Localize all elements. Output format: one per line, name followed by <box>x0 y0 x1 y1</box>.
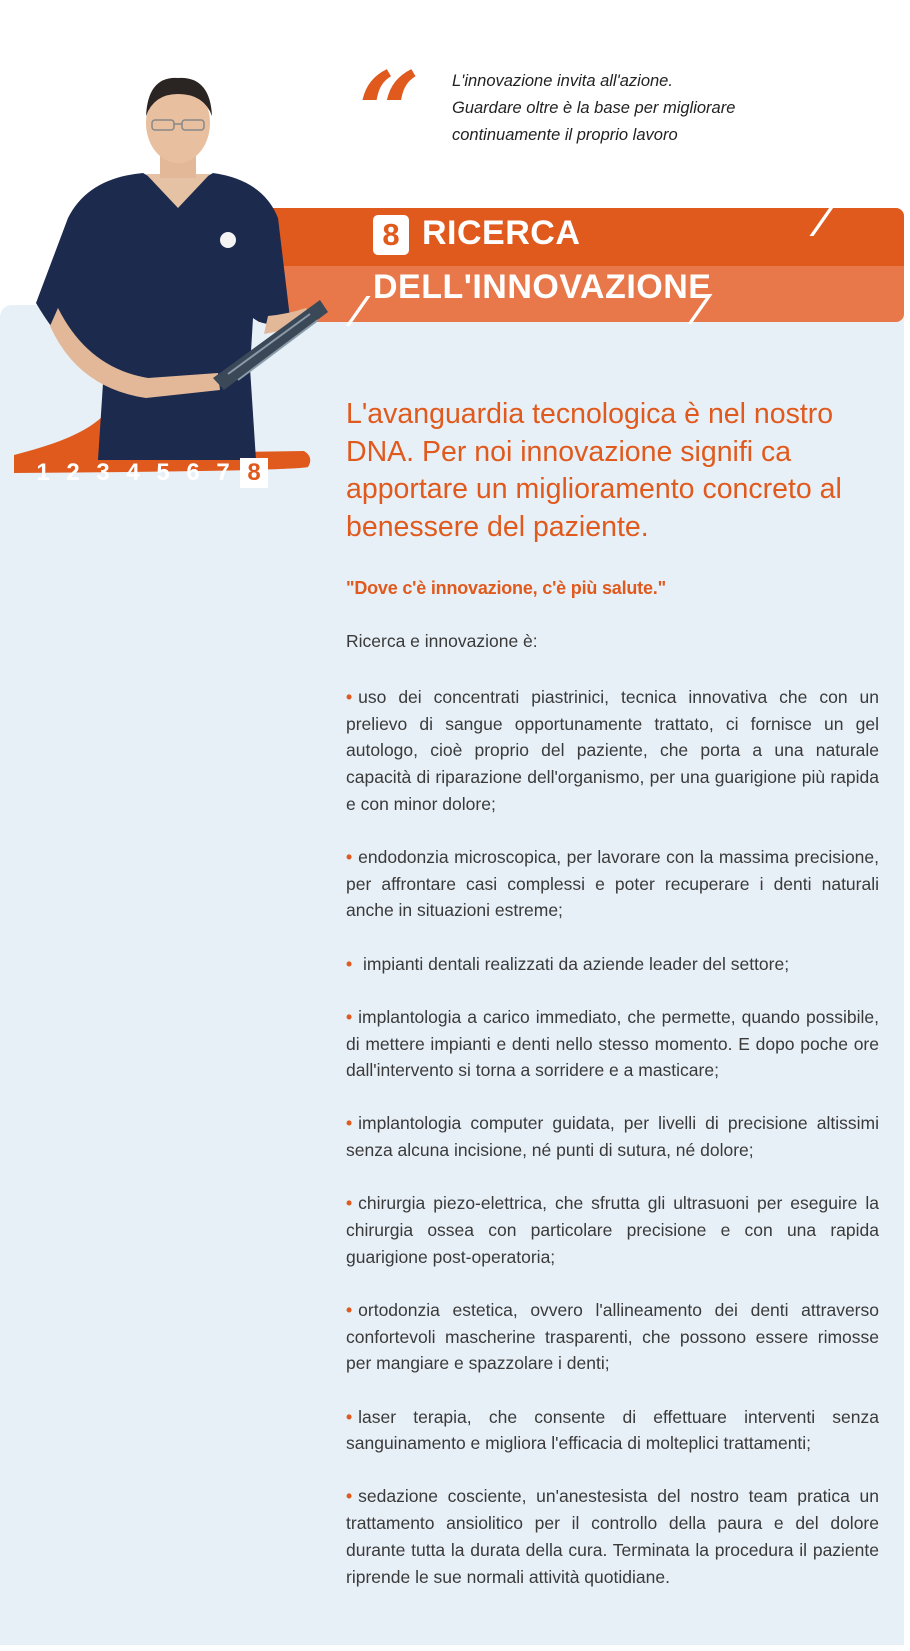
quote-line: L'innovazione invita all'azione. <box>452 72 673 90</box>
step-link-6[interactable]: 6 <box>186 459 200 486</box>
bullet-icon: • <box>346 1193 353 1214</box>
section-title-line2: DELL'INNOVAZIONE <box>373 268 712 306</box>
bullet-icon: • <box>346 1006 353 1027</box>
bullet-icon: • <box>346 953 353 974</box>
quote-line: continuamente il proprio lavoro <box>452 126 678 144</box>
step-link-1[interactable]: 1 <box>36 459 50 486</box>
list-item: • ortodonzia estetica, ovvero l'allineamento dei denti attraverso confortevoli mascherine trasparenti, che possono essere rimosse per mangiare e spazzolare i denti; <box>346 1299 879 1374</box>
list-item: • chirurgia piezo-elettrica, che sfrutta gli ultrasuoni per eseguire la chirurgia ossea con particolare precisione e con una rapida guarigione post-operatoria; <box>346 1193 879 1267</box>
motto: "Dove c'è innovazione, c'è più salute." <box>346 578 666 598</box>
bullet-icon: • <box>346 1406 353 1427</box>
list-item: • laser terapia, che consente di effettuare interventi senza sanguinamento e migliora l'efficacia di molteplici trattamenti; <box>346 1406 879 1454</box>
intro-paragraph: L'avanguardia tecnologica è nel nostro DNA. Per noi innovazione signifi ca apportare un miglioramento concreto al benessere del paziente. <box>346 398 842 543</box>
title-banner-top <box>258 208 904 266</box>
list-lead: Ricerca e innovazione è: <box>346 631 538 651</box>
doctor-illustration <box>28 68 348 460</box>
step-navigation <box>28 458 268 488</box>
list-item: • uso dei concentrati piastrinici, tecnica innovativa che con un prelievo di sangue opportunamente trattato, ci fornisce un gel autologo, cioè proprio del paziente, che porta a una naturale capacità di riparazione dell'organismo, per una guarigione più rapida e con minor dolore; <box>346 687 879 814</box>
step-link-8-active[interactable]: 8 <box>240 458 268 488</box>
step-link-3[interactable]: 3 <box>96 459 110 486</box>
quote-mark-icon: “ <box>358 49 421 175</box>
step-link-5[interactable]: 5 <box>156 459 170 486</box>
step-link-2[interactable]: 2 <box>66 459 80 486</box>
list-item: • sedazione cosciente, un'anestesista del nostro team pratica un trattamento ansiolitico per il controllo della paura e del dolore durante tutta la durata della cura. Terminata la procedura il paziente riprende le sue normali attività quotidiane. <box>346 1486 879 1587</box>
list-item: • endodonzia microscopica, per lavorare con la massima precisione, per affrontare casi complessi e poter recuperare i denti naturali anche in situazioni estreme; <box>346 847 879 921</box>
section-number-badge: 8 <box>373 215 409 255</box>
quote-text <box>452 68 782 149</box>
bullet-icon: • <box>346 1486 353 1507</box>
bullet-icon: • <box>346 1299 353 1320</box>
innovation-list <box>346 684 879 1617</box>
list-item: • implantologia computer guidata, per livelli di precisione altissimi senza alcuna incisione, né punti di sutura, né dolore; <box>346 1113 879 1161</box>
bullet-icon: • <box>346 687 353 707</box>
step-link-7[interactable]: 7 <box>216 459 230 486</box>
list-item: • implantologia a carico immediato, che permette, quando possibile, di mettere impianti e denti nello stesso momento. E dopo poche ore dall'intervento si torna a sorridere e a masticare; <box>346 1006 879 1081</box>
bullet-icon: • <box>346 847 353 868</box>
section-title-line1: RICERCA <box>422 214 581 252</box>
bullet-icon: • <box>346 1113 353 1134</box>
quote-line: Guardare oltre è la base per migliorare <box>452 99 736 117</box>
step-link-4[interactable]: 4 <box>126 459 140 486</box>
list-item: • impianti dentali realizzati da aziende leader del settore; <box>346 953 790 974</box>
